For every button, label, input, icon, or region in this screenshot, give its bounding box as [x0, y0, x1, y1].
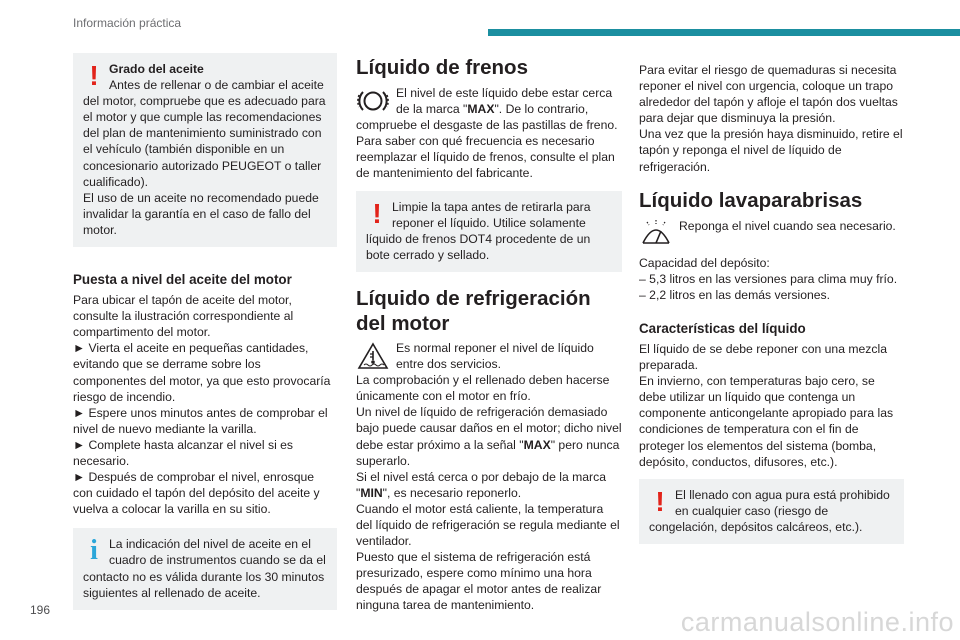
section-title: Información práctica — [73, 16, 182, 30]
coolant-heading: Líquido de refrigeración del motor — [356, 286, 591, 335]
oil-level-info-note — [73, 528, 337, 609]
fluid-characteristics-text-1: El líquido de se debe reponer con una mezcla preparada. — [639, 341, 887, 373]
coolant-text-2: La comprobación y el rellenado deben hacerse únicamente con el motor en frío. — [356, 373, 610, 404]
column-left — [73, 53, 337, 610]
watermark: carmanualsonline.info — [680, 607, 954, 637]
coolant-text-6: Puesto que el sistema de refrigeración está presurizado, espere como mínimo una hora después de apagar el motor antes de realizar ninguna tarea de mantenimiento. — [356, 550, 602, 613]
oil-step-1: ► Vierta el aceite en pequeñas cantidades, evitando que se derrame sobre los componentes del motor, ya que esto provocaría riesgo de incendio. — [73, 341, 331, 404]
warning-icon: ! — [89, 60, 99, 91]
pressure-text: Una vez que la presión haya disminuido, retire el tapón y reponga el nivel de líquido de refrigeración. — [639, 127, 903, 174]
brake-fluid-warning-text: Limpie la tapa antes de retirarla para reponer el líquido. Utilice solamente líquido de frenos DOT4 procedente de un bote cerrado y sellado. — [366, 199, 591, 262]
coolant-text-4: Si el nivel está cerca o por debajo de la marca "MIN", es necesario reponerlo. — [356, 469, 606, 500]
brake-fluid-icon — [356, 86, 392, 116]
coolant-text-5: Cuando el motor está caliente, la temperatura del líquido de refrigeración se regula mediante el ventilador. — [356, 501, 620, 549]
warning-icon: ! — [655, 485, 665, 517]
oil-grade-text: Antes de rellenar o de cambiar el aceite del motor, compruebe que es adecuado para el motor y que cumple las recomendaciones del plan de mantenimiento suministrado con el vehículo (también disponible en un concesionario autorizado PEUGEOT o taller cualificado). — [83, 78, 326, 189]
coolant-icon — [356, 341, 392, 371]
capacity-item-1: – 5,3 litros en las versiones para clima muy frío. — [639, 271, 898, 286]
oil-grade-warning — [73, 53, 337, 247]
washer-fluid-icon — [639, 219, 675, 249]
coolant-text-1: Es normal reponer el nivel de líquido entre dos servicios. — [396, 340, 594, 372]
oil-leveling-intro: Para ubicar el tapón de aceite del motor, consulte la ilustración correspondiente al compartimento del motor. — [73, 293, 294, 340]
oil-step-3: ► Complete hasta alcanzar el nivel si es necesario. — [73, 437, 294, 468]
oil-grade-text-2: El uso de un aceite no recomendado puede invalidar la garantía en el caso de fallo del motor. — [83, 190, 319, 237]
fluid-characteristics-heading: Características del líquido — [639, 320, 806, 336]
oil-level-info-text: La indicación del nivel de aceite en el cuadro de instrumentos cuando se da el contacto no es válida durante los 30 minutos siguientes al rellenado de aceite. — [83, 537, 326, 600]
brake-fluid-warning — [356, 191, 622, 272]
oil-grade-title: Grado del aceite — [109, 62, 204, 76]
washer-fluid-heading: Líquido lavaparabrisas — [639, 188, 863, 212]
pure-water-warning-text: El llenado con agua pura está prohibido en cualquier caso (riesgo de congelación, depósitos calcáreos, etc.). — [649, 487, 890, 534]
oil-leveling-heading: Puesta a nivel del aceite del motor — [73, 272, 292, 288]
capacity-label: Capacidad del depósito: — [639, 255, 770, 270]
pure-water-warning — [639, 479, 904, 544]
oil-step-2: ► Espere unos minutos antes de comprobar el nivel de nuevo mediante la varilla. — [73, 405, 328, 436]
brake-fluid-text: El nivel de este líquido debe estar cerca de la marca "MAX". De lo contrario, compruebe el desgaste de las pastillas de freno. — [356, 86, 618, 133]
oil-step-4: ► Después de comprobar el nivel, enrosque con cuidado el tapón del depósito del aceite y vuelva a colocar la varilla en su sitio. — [73, 470, 320, 517]
coolant-text-3: Un nivel de líquido de refrigeración demasiado bajo puede causar daños en el motor; dicho nivel debe estar próximo a la señal "MAX" pero nunca superarlo. — [356, 405, 622, 468]
warning-icon: ! — [372, 197, 382, 229]
capacity-item-2: – 2,2 litros en las demás versiones. — [639, 287, 831, 302]
header-accent-bar — [488, 29, 960, 36]
info-icon: i — [90, 535, 98, 567]
washer-refill-text: Reponga el nivel cuando sea necesario. — [679, 218, 896, 233]
column-right — [639, 62, 904, 544]
brake-fluid-frequency: Para saber con qué frecuencia es necesario reemplazar el líquido de frenos, consulte el plan de mantenimiento del fabricante. — [356, 134, 615, 181]
brake-fluid-heading: Líquido de frenos — [356, 56, 528, 79]
page-number: 196 — [30, 603, 51, 617]
column-middle — [356, 56, 622, 614]
burn-risk-text: Para evitar el riesgo de quemaduras si necesita reponer el nivel con urgencia, coloque un trapo alrededor del tapón y afloje el tapón dos vueltas para dejar que disminuya la presión. — [639, 63, 898, 126]
fluid-characteristics-text-2: En invierno, con temperaturas bajo cero, se debe utilizar un líquido que contenga un componente anticongelante apropiado para las condiciones de temperatura con el fin de proteger los elementos del sistema (bomba, depósito, conductos, difusores, etc.). — [639, 374, 894, 469]
